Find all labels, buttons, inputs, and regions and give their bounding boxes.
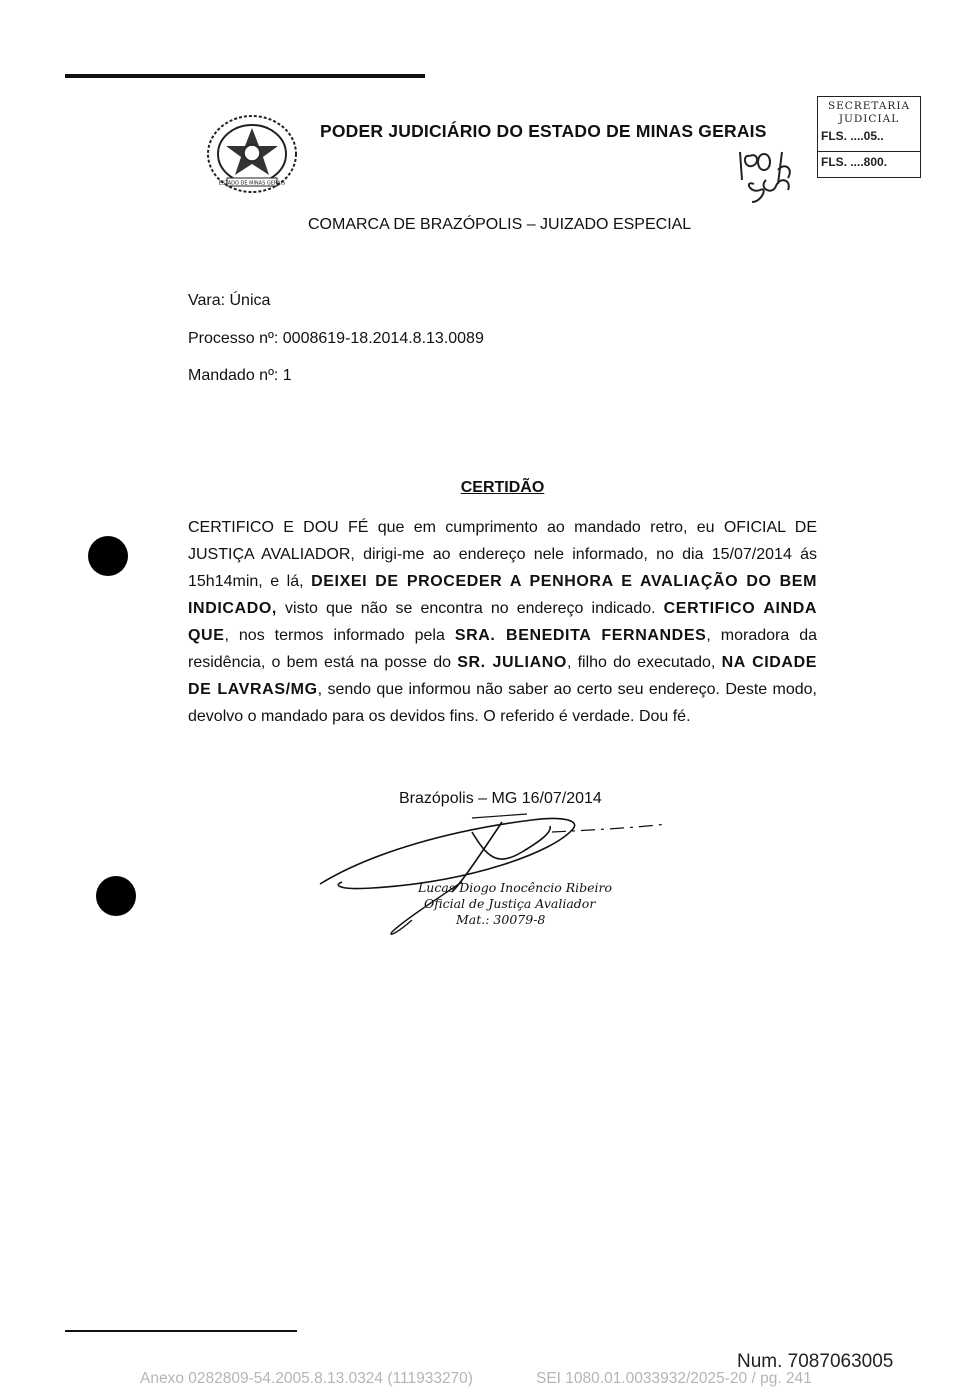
body-bold-5: NA CIDADE DE LAVRAS/MG — [188, 654, 818, 698]
body-text-5: , filho do executado, — [566, 654, 722, 671]
sei-reference: SEI 1080.01.0033932/2025-20 / pg. 241 — [536, 1370, 812, 1387]
mandado-field: Mandado nº: 1 — [188, 367, 292, 384]
signer-registration: Mat.: 30079-8 — [456, 912, 546, 927]
court-header-title: PODER JUDICIÁRIO DO ESTADO DE MINAS GERAIS — [320, 121, 767, 141]
handwritten-page-number — [732, 140, 822, 210]
body-text-1: CERTIFICO E DOU FÉ que em cumprimento ao mandado retro, eu OFICIAL DE JUSTIÇA AVALIADOR, dirigi-me ao endereço nele informado, no dia 15/07/2014 ás 15h14min, e lá, — [188, 519, 817, 590]
vara-field: Vara: Única — [188, 292, 271, 309]
body-bold-4: SR. JULIANO — [457, 654, 567, 671]
document-number: Num. 7087063005 — [737, 1351, 894, 1372]
body-text-2: visto que não se encontra no endereço indicado. — [276, 600, 664, 617]
body-bold-1: DEIXEI DE PROCEDER A PENHORA E AVALIAÇÃO DO BEM INDICADO, — [188, 573, 817, 617]
signer-role: Oficial de Justiça Avaliador — [424, 896, 596, 911]
stamp-folio-row-1: FLS. ....05.. — [821, 129, 884, 143]
body-text-4: , moradora da residência, o bem está na posse do — [188, 627, 818, 671]
body-text-6: , sendo que informou não saber ao certo seu endereço. Deste modo, devolvo o mandado para os devidos fins. O referido é verdade. Dou fé. — [188, 681, 818, 725]
judicial-secretariat-stamp — [817, 96, 921, 178]
body-text-3: , nos termos informado pela — [224, 627, 455, 644]
body-bold-2: CERTIFICO AINDA QUE — [188, 600, 818, 644]
place-and-date: Brazópolis – MG 16/07/2014 — [399, 790, 602, 807]
punch-hole-top — [88, 536, 128, 576]
punch-hole-bottom — [96, 876, 136, 916]
certidao-title: CERTIDÃO — [460, 479, 545, 496]
signer-stamp — [418, 880, 612, 928]
body-bold-3: SRA. BENEDITA FERNANDES — [454, 627, 707, 644]
stamp-divider — [818, 151, 920, 152]
processo-field: Processo nº: 0008619-18.2014.8.13.0089 — [188, 330, 484, 347]
annex-reference: Anexo 0282809-54.2005.8.13.0324 (111933270) — [140, 1370, 473, 1387]
certidao-body — [188, 514, 817, 730]
court-subheader: COMARCA DE BRAZÓPOLIS – JUIZADO ESPECIAL — [308, 216, 692, 233]
svg-text:ESTADO DE MINAS GERAIS: ESTADO DE MINAS GERAIS — [218, 180, 286, 187]
stamp-line-2: JUDICIAL — [838, 113, 900, 125]
bottom-rule — [65, 1330, 297, 1332]
stamp-line-1: SECRETARIA — [827, 100, 911, 112]
top-rule — [65, 74, 425, 78]
stamp-folio-row-2: FLS. ....800. — [821, 155, 888, 169]
signer-name: Lucas Diogo Inocêncio Ribeiro — [418, 880, 613, 895]
state-coat-of-arms-icon — [205, 114, 299, 194]
